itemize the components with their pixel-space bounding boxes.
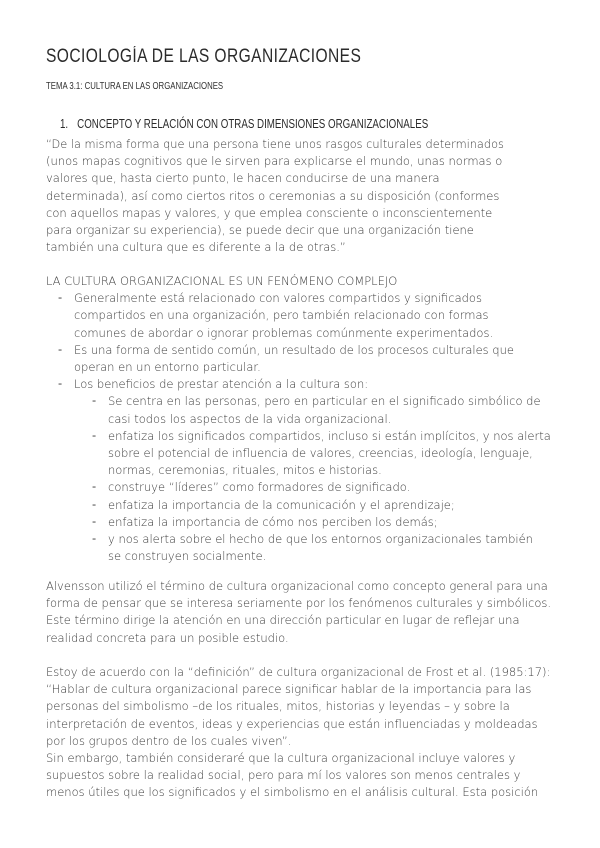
bullet-line: Generalmente está relacionado con valores compartidos y significados xyxy=(74,291,482,306)
paragraph-line: forma de pensar que se interesa seriamente por los fenómenos culturales y simbólicos. xyxy=(46,596,552,611)
sub-bullet-line: enfatiza la importancia de la comunicación y el aprendizaje; xyxy=(108,497,455,512)
sub-bullet-line: enfatiza la importancia de cómo nos perciben los demás; xyxy=(108,514,438,529)
paragraph-line: Sin embargo, también consideraré que la cultura organizacional incluye valores y xyxy=(46,751,516,765)
sub-bullet-line: construye “líderes” como formadores de significado. xyxy=(108,480,411,495)
document-title: SOCIOLOGÍA DE LAS ORGANIZACIONES xyxy=(46,46,362,67)
paragraph-line: interpretación de eventos, ideas y experiencias que están influenciadas y moldeadas xyxy=(46,716,538,731)
sub-bullet-dash: - xyxy=(92,393,97,408)
paragraph-line: personas del simbolismo –de los rituales, mitos, historias y leyendas – y sobre la xyxy=(46,699,510,714)
bullet-dash: - xyxy=(58,290,63,305)
quote-line: con aquellos mapas y valores, y que emplea consciente o inconscientemente xyxy=(46,205,493,220)
quote-line: para organizar su experiencia), se puede decir que una organización tiene xyxy=(46,223,474,237)
sub-bullet-dash: - xyxy=(92,496,97,511)
sub-bullet-dash: - xyxy=(92,513,97,528)
sub-bullet-dash: - xyxy=(92,531,97,545)
paragraph-line: “Hablar de cultura organizacional parece significar hablar de la importancia para las xyxy=(46,682,532,697)
subsection-heading: LA CULTURA ORGANIZACIONAL ES UN FENÓMENO COMPLEJO xyxy=(46,274,398,288)
paragraph-line: realidad concreta para un posible estudio. xyxy=(46,630,289,645)
quote-line: determinada), así como ciertos ritos o ceremonias a su disposición (conformes xyxy=(46,188,500,203)
sub-bullet-dash: - xyxy=(92,427,97,442)
sub-bullet-line: sobre el potencial de influencia de valores, creencias, ideología, lenguaje, xyxy=(108,446,533,460)
bullet-line: compartidos en una organización, pero también relacionado con formas xyxy=(74,308,489,323)
quote-line: (unos mapas cognitivos que le sirven para explicarse el mundo, unas normas o xyxy=(46,154,503,169)
bullet-dash: - xyxy=(58,376,63,391)
sub-bullet-dash: - xyxy=(92,479,97,494)
paragraph-line: por los grupos dentro de los cuales viven”. xyxy=(46,733,292,748)
quote-line: “De la misma forma que una persona tiene unos rasgos culturales determinados xyxy=(46,137,504,151)
paragraph-line: Este término dirige la atención en una dirección particular en lugar de reflejar una xyxy=(46,613,520,628)
paragraph-line: Alvensson utilizó el término de cultura organizacional como concepto general para una xyxy=(46,579,548,593)
sub-bullet-line: casi todos los aspectos de la vida organizacional. xyxy=(108,411,392,426)
bullet-line: comunes de abordar o ignorar problemas comúnmente experimentados. xyxy=(74,325,494,340)
bullet-dash: - xyxy=(58,341,63,356)
bullet-line: operan en un entorno particular. xyxy=(74,360,261,374)
document-subtitle: TEMA 3.1: CULTURA EN LAS ORGANIZACIONES xyxy=(46,81,224,92)
section-title: CONCEPTO Y RELACIÓN CON OTRAS DIMENSIONES ORGANIZACIONALES xyxy=(77,117,429,131)
bullet-line: Es una forma de sentido común, un resultado de los procesos culturales que xyxy=(74,342,514,357)
sub-bullet-line: Se centra en las personas, pero en particular en el significado simbólico de xyxy=(108,394,541,409)
quote-line: valores que, hasta cierto punto, le hacen conducirse de una manera xyxy=(46,171,440,186)
section-number: 1. xyxy=(60,117,69,131)
bullet-line: Los beneficios de prestar atención a la cultura son: xyxy=(74,377,369,392)
sub-bullet-line: y nos alerta sobre el hecho de que los entornos organizacionales también xyxy=(108,532,533,546)
paragraph-line: supuestos sobre la realidad social, pero para mí los valores son menos centrales y xyxy=(46,768,521,783)
paragraph-line: Estoy de acuerdo con la “definición” de cultura organizacional de Frost et al. (1985:17): xyxy=(46,665,551,679)
sub-bullet-line: se construyen socialmente. xyxy=(108,549,267,564)
sub-bullet-line: enfatiza los significados compartidos, incluso si están implícitos, y nos alerta xyxy=(108,428,551,443)
sub-bullet-line: normas, ceremonias, rituales, mitos e historias. xyxy=(108,463,382,478)
paragraph-line: menos útiles que los significados y el simbolismo en el análisis cultural. Esta posición xyxy=(46,785,539,800)
quote-line: también una cultura que es diferente a la de otras.” xyxy=(46,240,346,255)
section-heading xyxy=(60,117,428,131)
